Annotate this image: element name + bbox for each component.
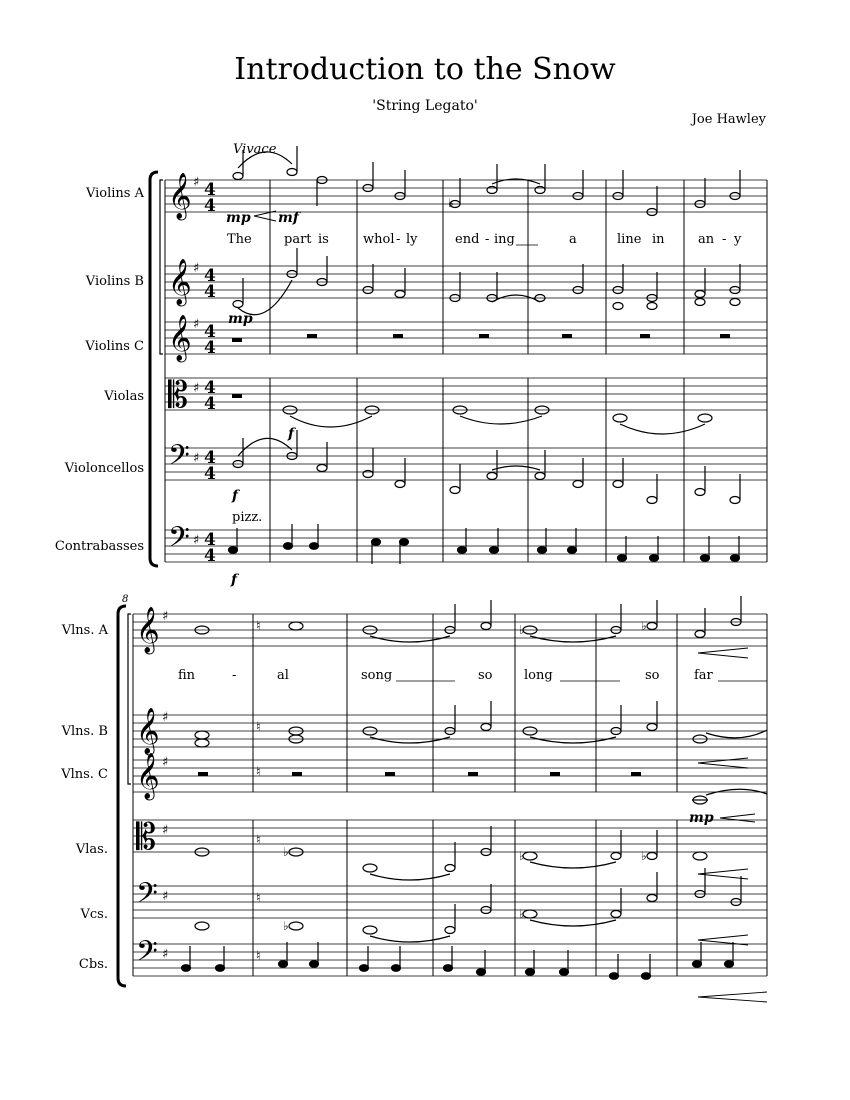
svg-text:fin: fin	[178, 668, 196, 683]
svg-text:♯: ♯	[193, 451, 200, 466]
svg-text:an: an	[698, 232, 715, 247]
rests-vlns-c	[198, 772, 641, 776]
svg-text:♯: ♯	[193, 381, 200, 396]
svg-text:is: is	[318, 232, 329, 247]
svg-text:line: line	[617, 232, 642, 247]
staff-name-vlns-a: Vlns. A	[61, 623, 108, 638]
svg-text:4: 4	[204, 282, 216, 302]
notes-violoncellos	[233, 430, 740, 504]
svg-text:♯: ♯	[162, 609, 169, 624]
dynamic-marks: mp	[689, 810, 714, 826]
tempo-marking: Vivace	[233, 142, 277, 157]
svg-text:♮: ♮	[256, 891, 261, 906]
staff-lines	[133, 614, 767, 976]
svg-text:4: 4	[204, 196, 216, 216]
notes-violins-b	[233, 248, 740, 315]
treble-clef-icon: 𝄞	[136, 708, 160, 754]
svg-text:♯: ♯	[162, 710, 169, 725]
svg-text:4: 4	[204, 394, 216, 414]
svg-text:ly: ly	[406, 232, 418, 247]
svg-text:song: song	[361, 668, 393, 683]
staff-name-vcs: Vcs.	[80, 907, 108, 922]
notes-vcs	[195, 868, 741, 942]
svg-text:♯: ♯	[162, 889, 169, 904]
svg-text:♯: ♯	[162, 947, 169, 962]
violin-group-bracket	[160, 180, 163, 354]
svg-text:f: f	[232, 488, 239, 504]
svg-text:♭: ♭	[641, 849, 647, 863]
svg-text:-: -	[396, 232, 401, 247]
notes-vlns-b	[195, 701, 767, 747]
staff-name-violins-b: Violins B	[85, 274, 144, 289]
natural-sign	[256, 619, 261, 964]
svg-text:4: 4	[204, 546, 216, 566]
time-signature	[204, 180, 216, 566]
svg-text:a: a	[569, 232, 577, 247]
svg-text:♭: ♭	[641, 619, 647, 633]
notes-vlns-a	[195, 596, 741, 642]
svg-text:4: 4	[204, 530, 216, 550]
system-1	[55, 142, 767, 588]
system-bracket	[150, 172, 158, 566]
svg-text:♮: ♮	[256, 720, 261, 735]
alto-clef-icon: 𝄡	[136, 817, 157, 858]
svg-text:-: -	[232, 668, 237, 683]
barlines	[133, 614, 767, 976]
flat-accidental	[283, 845, 647, 863]
svg-text:♮: ♮	[256, 619, 261, 634]
svg-text:-: -	[485, 232, 490, 247]
svg-text:The: The	[227, 232, 252, 247]
svg-text:-: -	[722, 232, 727, 247]
svg-text:so: so	[478, 668, 493, 683]
composer-name: Joe Hawley	[691, 112, 766, 127]
staff-name-vlas: Vlas.	[75, 842, 108, 857]
svg-text:4: 4	[204, 378, 216, 398]
notes-cbs	[182, 942, 734, 979]
svg-text:long: long	[524, 668, 553, 683]
svg-text:♯: ♯	[193, 175, 200, 190]
svg-text:ing: ing	[494, 232, 515, 247]
score-title: Introduction to the Snow	[234, 52, 616, 87]
svg-text:♯: ♯	[193, 261, 200, 276]
svg-text:♭: ♭	[519, 849, 525, 863]
svg-text:♮: ♮	[256, 949, 261, 964]
staff-name-violins-c: Violins C	[85, 339, 144, 354]
staff-name-cbs: Cbs.	[78, 957, 108, 972]
bass-clef-icon: 𝄢	[136, 877, 158, 917]
svg-text:4: 4	[204, 180, 216, 200]
treble-clef-icon: 𝄞	[168, 259, 192, 305]
svg-text:f: f	[231, 572, 238, 588]
notes-violins-a	[233, 146, 740, 216]
svg-text:4: 4	[204, 448, 216, 468]
svg-text:♭: ♭	[283, 919, 289, 933]
svg-text:part: part	[284, 232, 312, 247]
svg-text:♯: ♯	[193, 533, 200, 548]
svg-text:4: 4	[204, 338, 216, 358]
svg-text:♯: ♯	[162, 823, 169, 838]
treble-clef-icon: 𝄞	[136, 607, 160, 653]
svg-text:end: end	[455, 232, 480, 247]
bass-clef-icon: 𝄢	[136, 935, 158, 975]
measure-number: 8	[122, 594, 129, 605]
staff-name-contrabasses: Contrabasses	[54, 539, 144, 554]
svg-text:al: al	[277, 668, 289, 683]
key-signature-sharp	[162, 609, 168, 962]
treble-clef-icon: 𝄞	[136, 753, 160, 799]
svg-text:in: in	[652, 232, 665, 247]
lyrics-line	[227, 232, 742, 247]
staff-name-violoncellos: Violoncellos	[64, 461, 144, 476]
svg-text:♯: ♯	[162, 755, 169, 770]
svg-text:mp: mp	[228, 311, 253, 327]
svg-text:4: 4	[204, 322, 216, 342]
svg-text:♭: ♭	[519, 623, 525, 637]
system-2	[60, 594, 767, 1002]
staff-name-vlns-c: Vlns. C	[61, 767, 108, 782]
treble-clef-icon: 𝄞	[168, 315, 192, 361]
key-signature-sharp	[193, 175, 199, 548]
notes-vlns-c	[692, 789, 767, 804]
svg-text:4: 4	[204, 266, 216, 286]
svg-text:so: so	[645, 668, 660, 683]
svg-text:♯: ♯	[193, 317, 200, 332]
staff-name-violins-a: Violins A	[85, 186, 144, 201]
notes-violas	[232, 394, 712, 434]
svg-text:mp: mp	[226, 210, 251, 226]
score-subtitle: 'String Legato'	[372, 98, 478, 114]
system-bracket	[118, 606, 126, 986]
staff-name-vlns-b: Vlns. B	[61, 724, 108, 739]
alto-clef-icon: 𝄡	[168, 375, 189, 416]
crescendo-hairpin	[254, 211, 276, 221]
svg-text:whol: whol	[363, 232, 395, 247]
svg-text:4: 4	[204, 464, 216, 484]
svg-text:♮: ♮	[256, 833, 261, 848]
pizzicato-marking: pizz.	[232, 510, 263, 525]
svg-text:mf: mf	[278, 210, 299, 226]
staff-name-violas: Violas	[104, 389, 144, 404]
flat-accidental: ♭	[448, 196, 454, 210]
flat-accidental	[283, 907, 525, 933]
violin-group-bracket	[128, 614, 131, 784]
svg-text:y: y	[734, 232, 742, 247]
bass-clef-icon: 𝄢	[168, 439, 190, 479]
svg-text:far: far	[694, 668, 713, 683]
svg-text:♭: ♭	[519, 907, 525, 921]
bass-clef-icon: 𝄢	[168, 521, 190, 561]
svg-text:♭: ♭	[283, 845, 289, 859]
svg-text:♮: ♮	[256, 765, 261, 780]
treble-clef-icon: 𝄞	[168, 173, 192, 219]
svg-text:f: f	[288, 426, 295, 442]
notes-vlas	[195, 826, 707, 880]
